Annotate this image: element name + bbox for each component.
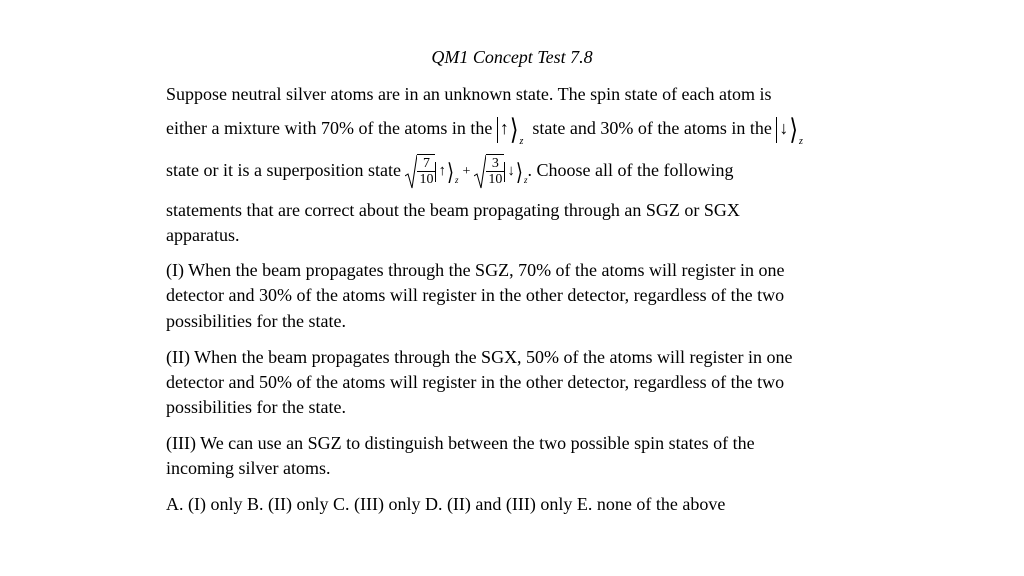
intro-line-3 <box>166 152 733 190</box>
sqrt-seven-tenths <box>405 154 435 190</box>
ket-down-z <box>776 113 803 148</box>
radical-sign <box>474 154 486 190</box>
sqrt-three-tenths <box>474 154 504 190</box>
statement-2-line-1: (II) When the beam propagates through the SGX, 50% of the atoms will register in one <box>166 347 793 367</box>
down-arrow-symbol: ↓ <box>779 118 789 139</box>
statement-1-line-2: detector and 30% of the atoms will register in the other detector, regardless of the two <box>166 285 785 305</box>
ket-up-z <box>497 113 524 148</box>
ket-angle: ⟩ <box>789 113 798 146</box>
ket-down-z-superposition <box>504 158 528 186</box>
slide-title: QM1 Concept Test 7.8 <box>431 47 593 67</box>
intro-line-5: apparatus. <box>166 225 240 245</box>
statement-1-line-3: possibilities for the state. <box>166 311 346 331</box>
ket-angle: ⟩ <box>515 158 523 185</box>
intro-line-3-text-b: . Choose all of the following <box>527 160 734 180</box>
statement-2-line-3: possibilities for the state. <box>166 397 346 417</box>
answer-choices: A. (I) only B. (II) only C. (III) only D. (II) and (III) only E. none of the above <box>166 494 726 514</box>
statement-2-line-2: detector and 50% of the atoms will register in the other detector, regardless of the two <box>166 372 785 392</box>
ket-angle: ⟩ <box>446 158 454 185</box>
plus-sign: + <box>462 163 471 179</box>
ket-angle: ⟩ <box>509 113 519 146</box>
up-arrow-symbol: ↑ <box>438 163 446 180</box>
ket-subscript: z <box>455 175 459 186</box>
down-arrow-symbol: ↓ <box>507 163 515 180</box>
ket-subscript: z <box>798 136 803 148</box>
statement-3-line-1: (III) We can use an SGZ to distinguish between the two possible spin states of the <box>166 433 755 453</box>
intro-line-2-text-a: either a mixture with 70% of the atoms in the <box>166 118 493 139</box>
fraction-denominator: 10 <box>488 171 503 187</box>
ket-subscript: z <box>519 136 524 148</box>
ket-up-z-superposition <box>435 158 459 186</box>
fraction-denominator: 10 <box>419 171 434 187</box>
radical-sign <box>405 154 417 190</box>
intro-line-4: statements that are correct about the beam propagating through an SGZ or SGX <box>166 200 740 220</box>
ket-subscript: z <box>523 175 528 186</box>
intro-line-3-text-a: state or it is a superposition state <box>166 160 401 180</box>
fraction-numerator: 3 <box>486 156 504 172</box>
fraction-numerator: 7 <box>417 156 435 172</box>
intro-line-1: Suppose neutral silver atoms are in an unknown state. The spin state of each atom is <box>166 84 772 104</box>
intro-line-2 <box>166 113 803 148</box>
intro-line-2-text-b: state and 30% of the atoms in the <box>532 118 772 139</box>
statement-1-line-1: (I) When the beam propagates through the SGZ, 70% of the atoms will register in one <box>166 260 785 280</box>
statement-3-line-2: incoming silver atoms. <box>166 458 331 478</box>
up-arrow-symbol: ↑ <box>499 118 509 139</box>
